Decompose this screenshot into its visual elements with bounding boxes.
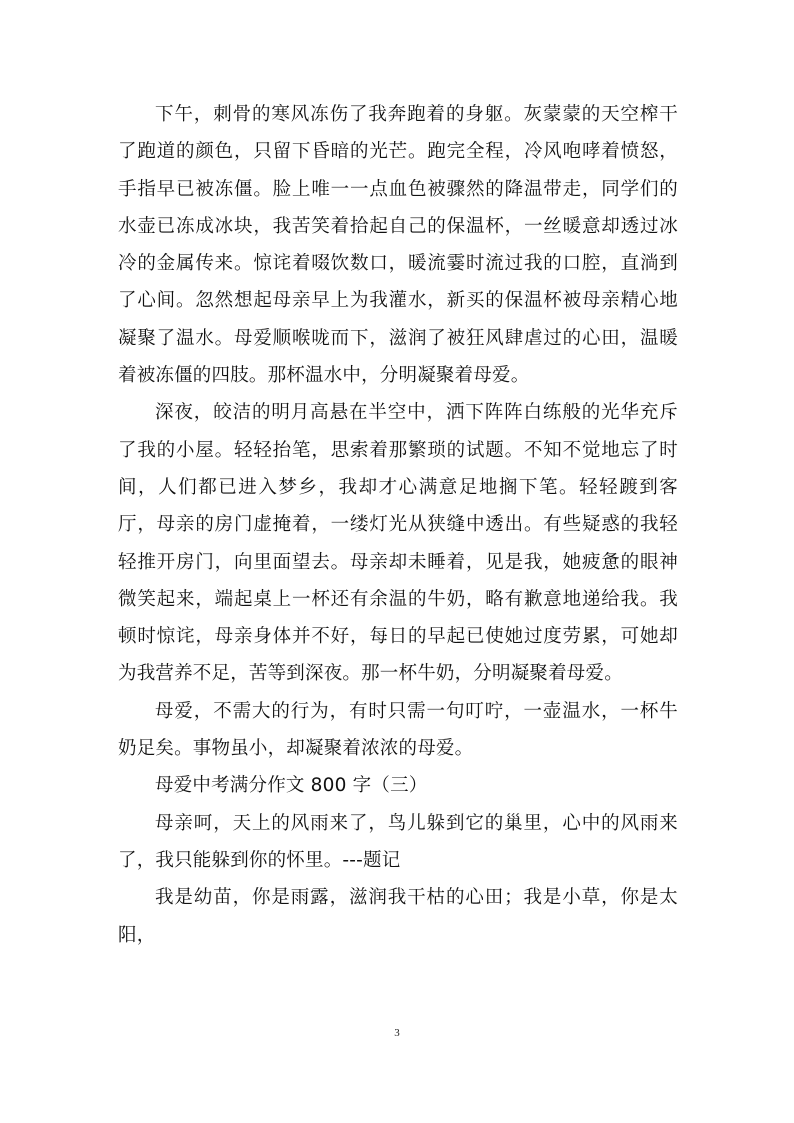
paragraph-conclusion: 母爱，不需大的行为，有时只需一句叮咛，一壶温水，一杯牛奶足矣。事物虽小，却凝聚着浓浓的母爱。	[118, 700, 678, 760]
paragraph-afternoon-run: 下午，刺骨的寒风冻伤了我奔跑着的身躯。灰蒙蒙的天空榨干了跑道的颜色，只留下昏暗的光芒。跑完全程，冷风咆哮着愤怒，手指早已被冻僵。脸上唯一一点血色被骤然的降温带走，同学们的水壶已冻成冰块，我苦笑着拾起自己的保温杯，一丝暖意却透过冰冷的金属传来。惊诧着啜饮数口，暖流霎时流过我的口腔，直淌到了心间。忽然想起母亲早上为我灌水，新买的保温杯被母亲精心地凝聚了温水。母爱顺喉咙而下，滋润了被狂风肆虐过的心田，温暖着被冻僵的四肢。那杯温水中，分明凝聚着母爱。	[118, 104, 678, 387]
document-page	[118, 96, 678, 1056]
page-number: 3	[394, 1027, 400, 1039]
paragraph-late-night-milk: 深夜，皎洁的明月高悬在半空中，洒下阵阵白练般的光华充斥了我的小屋。轻轻抬笔，思索着那繁琐的试题。不知不觉地忘了时间，人们都已进入梦乡，我却才心满意足地搁下笔。轻轻踱到客厅，母亲的房门虚掩着，一缕灯光从狭缝中透出。有些疑惑的我轻轻推开房门，向里面望去。母亲却未睡着，见是我，她疲惫的眼神微笑起来，端起桌上一杯还有余温的牛奶，略有歉意地递给我。我顿时惊诧，母亲身体并不好，每日的早起已使她过度劳累，可她却为我营养不足，苦等到深夜。那一杯牛奶，分明凝聚着母爱。	[118, 402, 678, 685]
epigraph-paragraph: 母亲呵，天上的风雨来了，鸟儿躲到它的巢里，心中的风雨来了，我只能躲到你的怀里。---题记	[118, 812, 678, 871]
paragraph-seedling: 我是幼苗，你是雨露，滋润我干枯的心田；我是小草，你是太阳，	[118, 887, 678, 946]
essay-title-three: 母爱中考满分作文 800 字（三）	[155, 775, 428, 797]
